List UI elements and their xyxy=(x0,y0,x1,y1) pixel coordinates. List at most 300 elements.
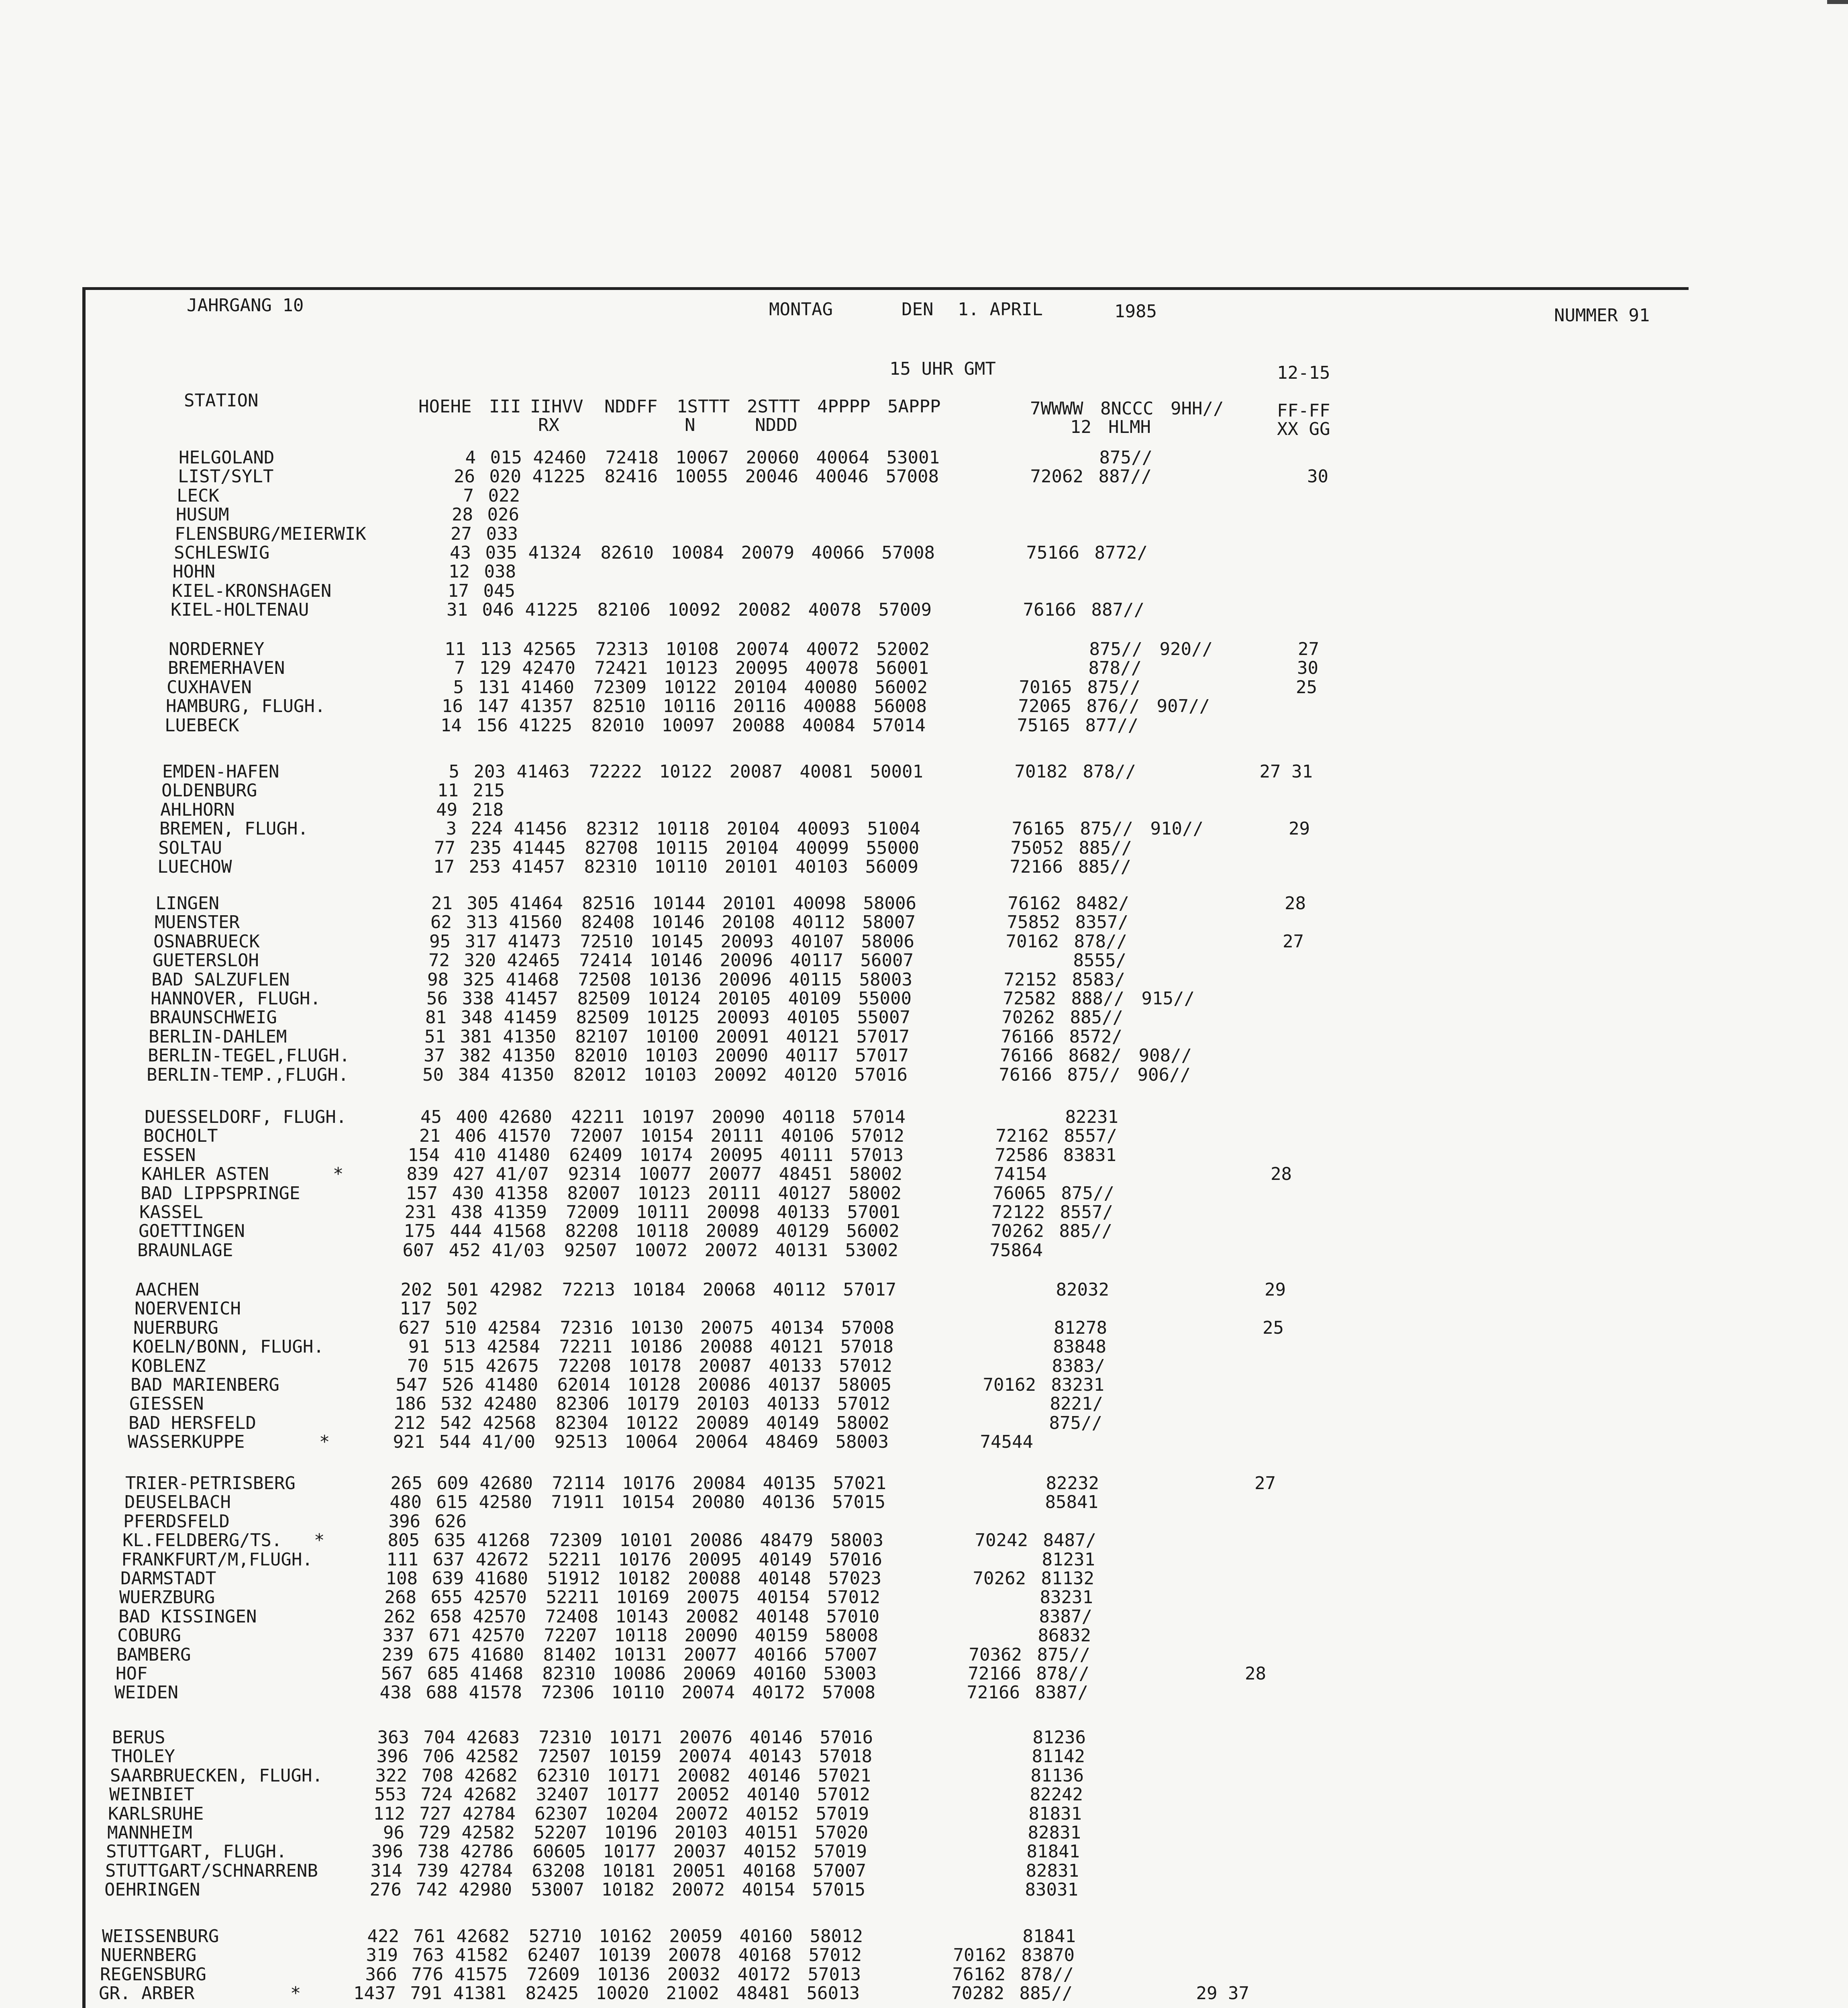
cell-iihvv: 41578 xyxy=(469,1682,522,1703)
cell-nddff: 72309 xyxy=(549,1530,602,1551)
cell-iihvv: 42570 xyxy=(473,1606,526,1627)
col-2sttt xyxy=(747,398,800,435)
cell-iihvv: 41381 xyxy=(453,1983,506,2004)
cell-stt2: 20111 xyxy=(710,1126,764,1147)
cell-nddff: 32407 xyxy=(536,1784,589,1805)
cell-hoehe: 26 xyxy=(454,466,475,487)
cell-hh: 910// xyxy=(1150,818,1203,839)
cell-wwww: 72062 xyxy=(1030,466,1083,487)
cell-stt2: 20101 xyxy=(724,857,778,877)
cell-appp: 57016 xyxy=(829,1549,882,1570)
cell-stt2: 20072 xyxy=(671,1879,725,1900)
cell-hoehe: 51 xyxy=(424,1026,446,1047)
cell-iii: 727 xyxy=(419,1803,451,1824)
table-row xyxy=(0,659,1767,677)
col-8nccc-sub: HLMH xyxy=(1108,417,1151,437)
cell-wwww: 70262 xyxy=(1002,1007,1055,1028)
cell-pppp: 40159 xyxy=(755,1625,808,1646)
table-row xyxy=(0,1665,1767,1683)
cell-station: MANNHEIM xyxy=(107,1822,192,1843)
cell-hoehe: 50 xyxy=(422,1064,444,1085)
col-8nccc xyxy=(1100,400,1153,437)
cell-station: BRAUNSCHWEIG xyxy=(149,1007,277,1028)
cell-stt1: 10146 xyxy=(651,912,705,933)
cell-nddff: 72306 xyxy=(541,1682,594,1703)
cell-pppp: 40133 xyxy=(777,1202,830,1222)
cell-nccc: 83831 xyxy=(1063,1145,1116,1165)
cell-hoehe: 45 xyxy=(420,1107,442,1127)
cell-stt2: 20096 xyxy=(718,969,772,990)
cell-pppp: 48469 xyxy=(765,1432,818,1453)
cell-iihvv: 42582 xyxy=(461,1822,515,1843)
cell-nddff: 62307 xyxy=(534,1803,588,1824)
cell-stt2: 20088 xyxy=(687,1568,741,1589)
cell-appp: 57019 xyxy=(814,1841,867,1862)
table-row xyxy=(0,1627,1767,1645)
cell-stt1: 10084 xyxy=(671,543,724,563)
table-row xyxy=(0,1966,1767,1984)
cell-nccc: 83231 xyxy=(1051,1375,1104,1395)
cell-appp: 56009 xyxy=(865,857,918,877)
cell-wwww: 76165 xyxy=(1012,818,1065,839)
cell-iihvv: 42980 xyxy=(459,1879,512,1900)
table-row xyxy=(0,449,1767,467)
cell-iii: 675 xyxy=(428,1644,460,1665)
cell-hoehe: 322 xyxy=(375,1765,407,1786)
cell-appp: 55000 xyxy=(858,988,912,1009)
cell-iii: 038 xyxy=(484,561,516,582)
cell-wwww: 70165 xyxy=(1019,677,1072,698)
cell-iii: 501 xyxy=(447,1279,479,1300)
cell-stt2: 20105 xyxy=(718,988,771,1009)
cell-ff: 27 xyxy=(1283,931,1304,952)
col-1sttt-label: 1STTT xyxy=(677,396,730,417)
table-row xyxy=(0,563,1767,581)
cell-wwww: 70262 xyxy=(973,1568,1026,1589)
cell-station: DUESSELDORF, FLUGH. xyxy=(145,1107,347,1127)
cell-stt2: 20077 xyxy=(708,1164,762,1185)
cell-iihvv: 42570 xyxy=(471,1625,525,1646)
table-row xyxy=(0,1862,1767,1880)
cell-hoehe: 31 xyxy=(447,600,468,620)
cell-appp: 58003 xyxy=(835,1432,889,1453)
cell-hoehe: 422 xyxy=(367,1926,399,1947)
cell-appp: 57012 xyxy=(851,1126,904,1147)
cell-hoehe: 366 xyxy=(365,1964,397,1985)
table-row xyxy=(0,1204,1767,1221)
cell-nccc: 82231 xyxy=(1065,1107,1118,1127)
cell-iihvv: 41468 xyxy=(470,1663,523,1684)
cell-iii: 035 xyxy=(485,543,517,563)
cell-hoehe: 16 xyxy=(442,696,463,717)
cell-iihvv: 41680 xyxy=(475,1568,528,1589)
cell-station: BERLIN-TEMP.,FLUGH. xyxy=(147,1064,349,1085)
table-row xyxy=(0,601,1767,619)
cell-iihvv: 41/00 xyxy=(482,1432,535,1453)
cell-nccc: 8572/ xyxy=(1069,1026,1122,1047)
table-row xyxy=(0,1066,1767,1084)
cell-stt2: 20104 xyxy=(725,837,779,858)
cell-stt2: 20090 xyxy=(712,1107,765,1127)
cell-pppp: 40160 xyxy=(753,1663,806,1684)
cell-appp: 57013 xyxy=(850,1145,904,1165)
table-row xyxy=(0,1608,1767,1626)
col-7wwww xyxy=(1030,400,1091,437)
cell-hoehe: 96 xyxy=(383,1822,404,1843)
cell-station: HANNOVER, FLUGH. xyxy=(151,988,321,1009)
cell-nccc: 885// xyxy=(1078,857,1131,877)
cell-wwww: 76166 xyxy=(999,1064,1052,1085)
cell-hoehe: 12 xyxy=(449,561,470,582)
cell-pppp: 40136 xyxy=(762,1492,815,1513)
cell-iihvv: 41225 xyxy=(519,715,572,736)
cell-nccc: 81841 xyxy=(1026,1841,1080,1862)
table-row xyxy=(0,1985,1767,2002)
cell-hoehe: 4 xyxy=(465,447,476,468)
table-row xyxy=(0,1729,1767,1747)
cell-iii: 708 xyxy=(421,1765,453,1786)
table-row xyxy=(0,1047,1767,1065)
table-row xyxy=(0,1824,1767,1842)
cell-stt2: 20116 xyxy=(733,696,786,717)
cell-hoehe: 11 xyxy=(445,639,466,659)
cell-appp: 57015 xyxy=(812,1879,865,1900)
cell-wwww: 75166 xyxy=(1026,543,1079,563)
cell-wwww: 72582 xyxy=(1003,988,1056,1009)
cell-pppp: 40105 xyxy=(787,1007,840,1028)
cell-hoehe: 77 xyxy=(434,837,455,858)
cell-nccc: 82242 xyxy=(1030,1784,1083,1805)
cell-hoehe: 363 xyxy=(377,1727,409,1748)
cell-iii: 544 xyxy=(439,1432,471,1453)
cell-wwww: 72122 xyxy=(991,1202,1045,1222)
cell-nccc: 81236 xyxy=(1032,1727,1086,1748)
cell-pppp: 48481 xyxy=(736,1983,789,2004)
cell-stt1: 10186 xyxy=(629,1337,683,1357)
cell-nccc: 8583/ xyxy=(1072,969,1125,990)
cell-iii: 639 xyxy=(432,1568,464,1589)
cell-appp: 57012 xyxy=(839,1355,892,1376)
cell-wwww: 70242 xyxy=(975,1530,1028,1551)
cell-hoehe: 839 xyxy=(406,1164,439,1185)
cell-nddff: 72114 xyxy=(552,1473,605,1494)
cell-nccc: 8383/ xyxy=(1052,1355,1105,1376)
cell-iii: 685 xyxy=(427,1663,459,1684)
cell-stt2: 20074 xyxy=(681,1682,735,1703)
table-row xyxy=(0,763,1767,781)
cell-iii: 203 xyxy=(473,761,506,782)
cell-stt2: 20076 xyxy=(679,1727,732,1748)
table-row xyxy=(0,1475,1767,1492)
cell-stt1: 10177 xyxy=(606,1784,659,1805)
cell-iii: 704 xyxy=(423,1727,455,1748)
cell-stt1: 10100 xyxy=(645,1026,699,1047)
cell-iii: 235 xyxy=(469,837,502,858)
cell-iii: 739 xyxy=(416,1860,449,1881)
cell-wwww: 70182 xyxy=(1014,761,1068,782)
cell-iihvv: 41570 xyxy=(498,1126,551,1147)
cell-iii: 022 xyxy=(488,485,520,506)
cell-iihvv: 42582 xyxy=(465,1746,519,1767)
cell-station: EMDEN-HAFEN xyxy=(162,761,279,782)
cell-nddff: 52211 xyxy=(546,1587,599,1608)
table-row xyxy=(0,1570,1767,1588)
table-row xyxy=(0,914,1767,931)
cell-hoehe: 157 xyxy=(406,1183,438,1204)
cell-iii: 658 xyxy=(430,1606,462,1627)
cell-iii: 688 xyxy=(426,1682,458,1703)
cell-iii: 510 xyxy=(445,1317,477,1338)
cell-nccc: 8772/ xyxy=(1094,543,1148,563)
cell-stt1: 10181 xyxy=(602,1860,655,1881)
cell-iihvv: 41350 xyxy=(502,1045,555,1066)
cell-wwww: 76166 xyxy=(1000,1045,1053,1066)
cell-station: KOBLENZ xyxy=(131,1355,206,1376)
cell-appp: 57017 xyxy=(855,1045,909,1066)
cell-nccc: 81231 xyxy=(1042,1549,1095,1570)
cell-wwww: 76162 xyxy=(952,1964,1006,1985)
cell-hoehe: 62 xyxy=(430,912,452,933)
cell-wwww: 74544 xyxy=(980,1432,1033,1453)
cell-hoehe: 21 xyxy=(419,1126,441,1147)
cell-stt1: 10064 xyxy=(624,1432,678,1453)
cell-pppp: 40154 xyxy=(742,1879,795,1900)
col-iii: III xyxy=(489,396,521,417)
cell-wwww: 75852 xyxy=(1007,912,1060,933)
cell-nccc: 8357/ xyxy=(1075,912,1128,933)
cell-ff: 28 xyxy=(1285,893,1306,914)
cell-station: OLDENBURG xyxy=(161,780,257,801)
cell-stt1: 10146 xyxy=(649,950,703,971)
cell-wwww: 75052 xyxy=(1010,837,1064,858)
cell-iii: 305 xyxy=(467,893,499,914)
cell-stt2: 20088 xyxy=(700,1337,753,1357)
cell-stt1: 10204 xyxy=(605,1803,658,1824)
cell-pppp: 40149 xyxy=(759,1549,812,1570)
cell-hoehe: 7 xyxy=(454,658,465,679)
cell-stt2: 20068 xyxy=(702,1279,756,1300)
cell-nddff: 72313 xyxy=(595,639,649,659)
cell-iii: 015 xyxy=(490,447,522,468)
col-2sttt-label: 2STTT xyxy=(747,396,800,417)
cell-nccc: 86832 xyxy=(1038,1625,1091,1646)
cell-pppp: 40133 xyxy=(769,1355,822,1376)
cell-nddff: 72510 xyxy=(580,931,633,952)
weekday: MONTAG xyxy=(769,299,833,320)
cell-hoehe: 567 xyxy=(381,1663,413,1684)
cell-hoehe: 108 xyxy=(386,1568,418,1589)
cell-iihvv: 41582 xyxy=(455,1945,508,1966)
col-2sttt-sub: NDDD xyxy=(755,415,798,435)
cell-appp: 58002 xyxy=(849,1164,902,1185)
table-row xyxy=(0,895,1767,912)
cell-stt1: 10154 xyxy=(640,1126,694,1147)
cell-iihvv: 41225 xyxy=(525,600,578,620)
cell-pppp: 40118 xyxy=(782,1107,835,1127)
cell-stt1: 10101 xyxy=(619,1530,673,1551)
cell-pppp: 40072 xyxy=(806,639,859,659)
cell-station: COBURG xyxy=(117,1625,181,1646)
cell-appp: 57009 xyxy=(878,600,932,620)
cell-stt2: 20069 xyxy=(683,1663,736,1684)
table-row xyxy=(0,641,1767,658)
cell-station: NUERNBERG xyxy=(101,1945,197,1966)
cell-stt2: 20086 xyxy=(698,1375,751,1395)
cell-iii: 026 xyxy=(487,504,519,525)
cell-stt1: 10122 xyxy=(663,677,717,698)
cell-hoehe: 607 xyxy=(402,1240,434,1261)
cell-station: OEHRINGEN xyxy=(104,1879,200,1900)
cell-pppp: 40121 xyxy=(770,1337,823,1357)
cell-stt1: 10067 xyxy=(675,447,729,468)
cell-appp: 57016 xyxy=(820,1727,873,1748)
table-row xyxy=(0,1242,1767,1259)
cell-iii: 406 xyxy=(455,1126,487,1147)
cell-station: KIEL-HOLTENAU xyxy=(171,600,309,620)
table-row xyxy=(0,1928,1767,1945)
cell-nccc: 8387/ xyxy=(1035,1682,1088,1703)
col-ff xyxy=(1277,402,1330,439)
col-1sttt xyxy=(677,398,730,435)
table-row xyxy=(0,1165,1767,1183)
cell-nccc: 8482/ xyxy=(1076,893,1129,914)
cell-nddff: 82208 xyxy=(565,1221,618,1242)
cell-hh: 906// xyxy=(1137,1064,1191,1085)
cell-station: SCHLESWIG xyxy=(174,543,270,563)
cell-nccc: 8387/ xyxy=(1039,1606,1092,1627)
cell-appp: 56002 xyxy=(874,677,928,698)
col-iihvv-label: IIHVV xyxy=(530,396,583,417)
cell-ff: 25 xyxy=(1263,1317,1284,1338)
table-row xyxy=(0,971,1767,989)
cell-iihvv: 42580 xyxy=(479,1492,532,1513)
cell-iii: 635 xyxy=(434,1530,466,1551)
cell-nccc: 81831 xyxy=(1028,1803,1082,1824)
cell-iihvv: 41350 xyxy=(503,1026,556,1047)
cell-hoehe: 37 xyxy=(424,1045,445,1066)
cell-nddff: 82310 xyxy=(584,857,637,877)
cell-stt1: 10184 xyxy=(632,1279,685,1300)
cell-hoehe: 438 xyxy=(379,1682,412,1703)
cell-wwww: 72152 xyxy=(1004,969,1057,990)
cell-wwww: 76162 xyxy=(1008,893,1061,914)
cell-stt1: 10072 xyxy=(634,1240,687,1261)
cell-iii: 325 xyxy=(463,969,495,990)
cell-appp: 58007 xyxy=(862,912,916,933)
cell-station: NORDERNEY xyxy=(169,639,265,659)
cell-appp: 57015 xyxy=(832,1492,885,1513)
issue-date: 1. APRIL xyxy=(958,299,1043,320)
cell-hoehe: 11 xyxy=(437,780,459,801)
cell-ff: 29 xyxy=(1265,1279,1286,1300)
cell-hoehe: 95 xyxy=(429,931,451,952)
cell-hoehe: 111 xyxy=(386,1549,418,1570)
cell-station: KAHLER ASTEN * xyxy=(141,1164,344,1185)
cell-nddff: 72418 xyxy=(605,447,659,468)
cell-nccc: 875// xyxy=(1067,1064,1120,1085)
cell-iihvv: 41480 xyxy=(485,1375,538,1395)
cell-station: KL.FELDBERG/TS. * xyxy=(122,1530,325,1551)
cell-hoehe: 27 xyxy=(451,523,472,544)
cell-station: PFERDSFELD xyxy=(123,1511,230,1532)
cell-stt1: 10128 xyxy=(627,1375,681,1395)
cell-station: GR. ARBER * xyxy=(99,1983,301,2004)
cell-appp: 52002 xyxy=(876,639,930,659)
cell-nccc: 876// xyxy=(1086,696,1140,717)
cell-iii: 532 xyxy=(441,1394,473,1414)
cell-stt2: 20059 xyxy=(669,1926,722,1947)
cell-pppp: 40140 xyxy=(747,1784,800,1805)
cell-nddff: 92513 xyxy=(554,1432,608,1453)
cell-hoehe: 112 xyxy=(373,1803,405,1824)
cell-iii: 526 xyxy=(442,1375,474,1395)
cell-iii: 776 xyxy=(411,1964,443,1985)
cell-hoehe: 175 xyxy=(404,1221,436,1242)
cell-iii: 410 xyxy=(454,1145,486,1165)
cell-hoehe: 553 xyxy=(374,1784,406,1805)
table-row xyxy=(0,1589,1767,1606)
table-row xyxy=(0,1281,1767,1299)
cell-stt2: 20091 xyxy=(716,1026,769,1047)
cell-iihvv: 42682 xyxy=(463,1784,517,1805)
cell-iihvv: 42460 xyxy=(533,447,586,468)
cell-nccc: 81136 xyxy=(1030,1765,1084,1786)
cell-iii: 400 xyxy=(456,1107,488,1127)
cell-nddff: 63208 xyxy=(532,1860,585,1881)
table-row xyxy=(0,487,1767,505)
cell-pppp: 40166 xyxy=(754,1644,807,1665)
cell-appp: 53001 xyxy=(886,447,940,468)
table-row xyxy=(0,1684,1767,1702)
col-5appp: 5APPP xyxy=(887,396,941,417)
cell-stt1: 10174 xyxy=(639,1145,693,1165)
cell-nddff: 82509 xyxy=(577,988,630,1009)
cell-iii: 729 xyxy=(418,1822,451,1843)
cell-station: STUTTGART/SCHNARRENB xyxy=(105,1860,318,1881)
cell-nddff: 53007 xyxy=(531,1879,584,1900)
cell-wwww: 74154 xyxy=(993,1164,1047,1185)
cell-stt2: 20095 xyxy=(710,1145,763,1165)
cell-hoehe: 28 xyxy=(452,504,473,525)
cell-iii: 502 xyxy=(446,1298,478,1319)
cell-hoehe: 276 xyxy=(369,1879,402,1900)
cell-stt2: 20090 xyxy=(715,1045,768,1066)
cell-stt2: 20111 xyxy=(708,1183,761,1204)
cell-stt1: 10123 xyxy=(665,658,718,679)
cell-nddff: 82107 xyxy=(575,1026,628,1047)
cell-pppp: 40151 xyxy=(745,1822,798,1843)
table-row xyxy=(0,1300,1767,1318)
cell-stt2: 20103 xyxy=(674,1822,728,1843)
cell-iihvv: 41/07 xyxy=(496,1164,549,1185)
cell-stt1: 10092 xyxy=(667,600,721,620)
cell-station: BAD KISSINGEN xyxy=(118,1606,257,1627)
cell-appp: 57018 xyxy=(840,1337,893,1357)
cell-appp: 56013 xyxy=(806,1983,860,2004)
cell-nddff: 82509 xyxy=(576,1007,629,1028)
cell-appp: 58006 xyxy=(861,931,914,952)
cell-nddff: 72508 xyxy=(578,969,631,990)
cell-nccc: 885// xyxy=(1019,1983,1073,2004)
cell-stt2: 20082 xyxy=(685,1606,739,1627)
cell-appp: 57020 xyxy=(815,1822,868,1843)
cell-pppp: 40117 xyxy=(790,950,843,971)
cell-pppp: 40135 xyxy=(763,1473,816,1494)
cell-iihvv: 41568 xyxy=(493,1221,546,1242)
cell-appp: 53002 xyxy=(845,1240,898,1261)
cell-nddff: 71911 xyxy=(551,1492,604,1513)
cell-stt1: 10182 xyxy=(617,1568,671,1589)
